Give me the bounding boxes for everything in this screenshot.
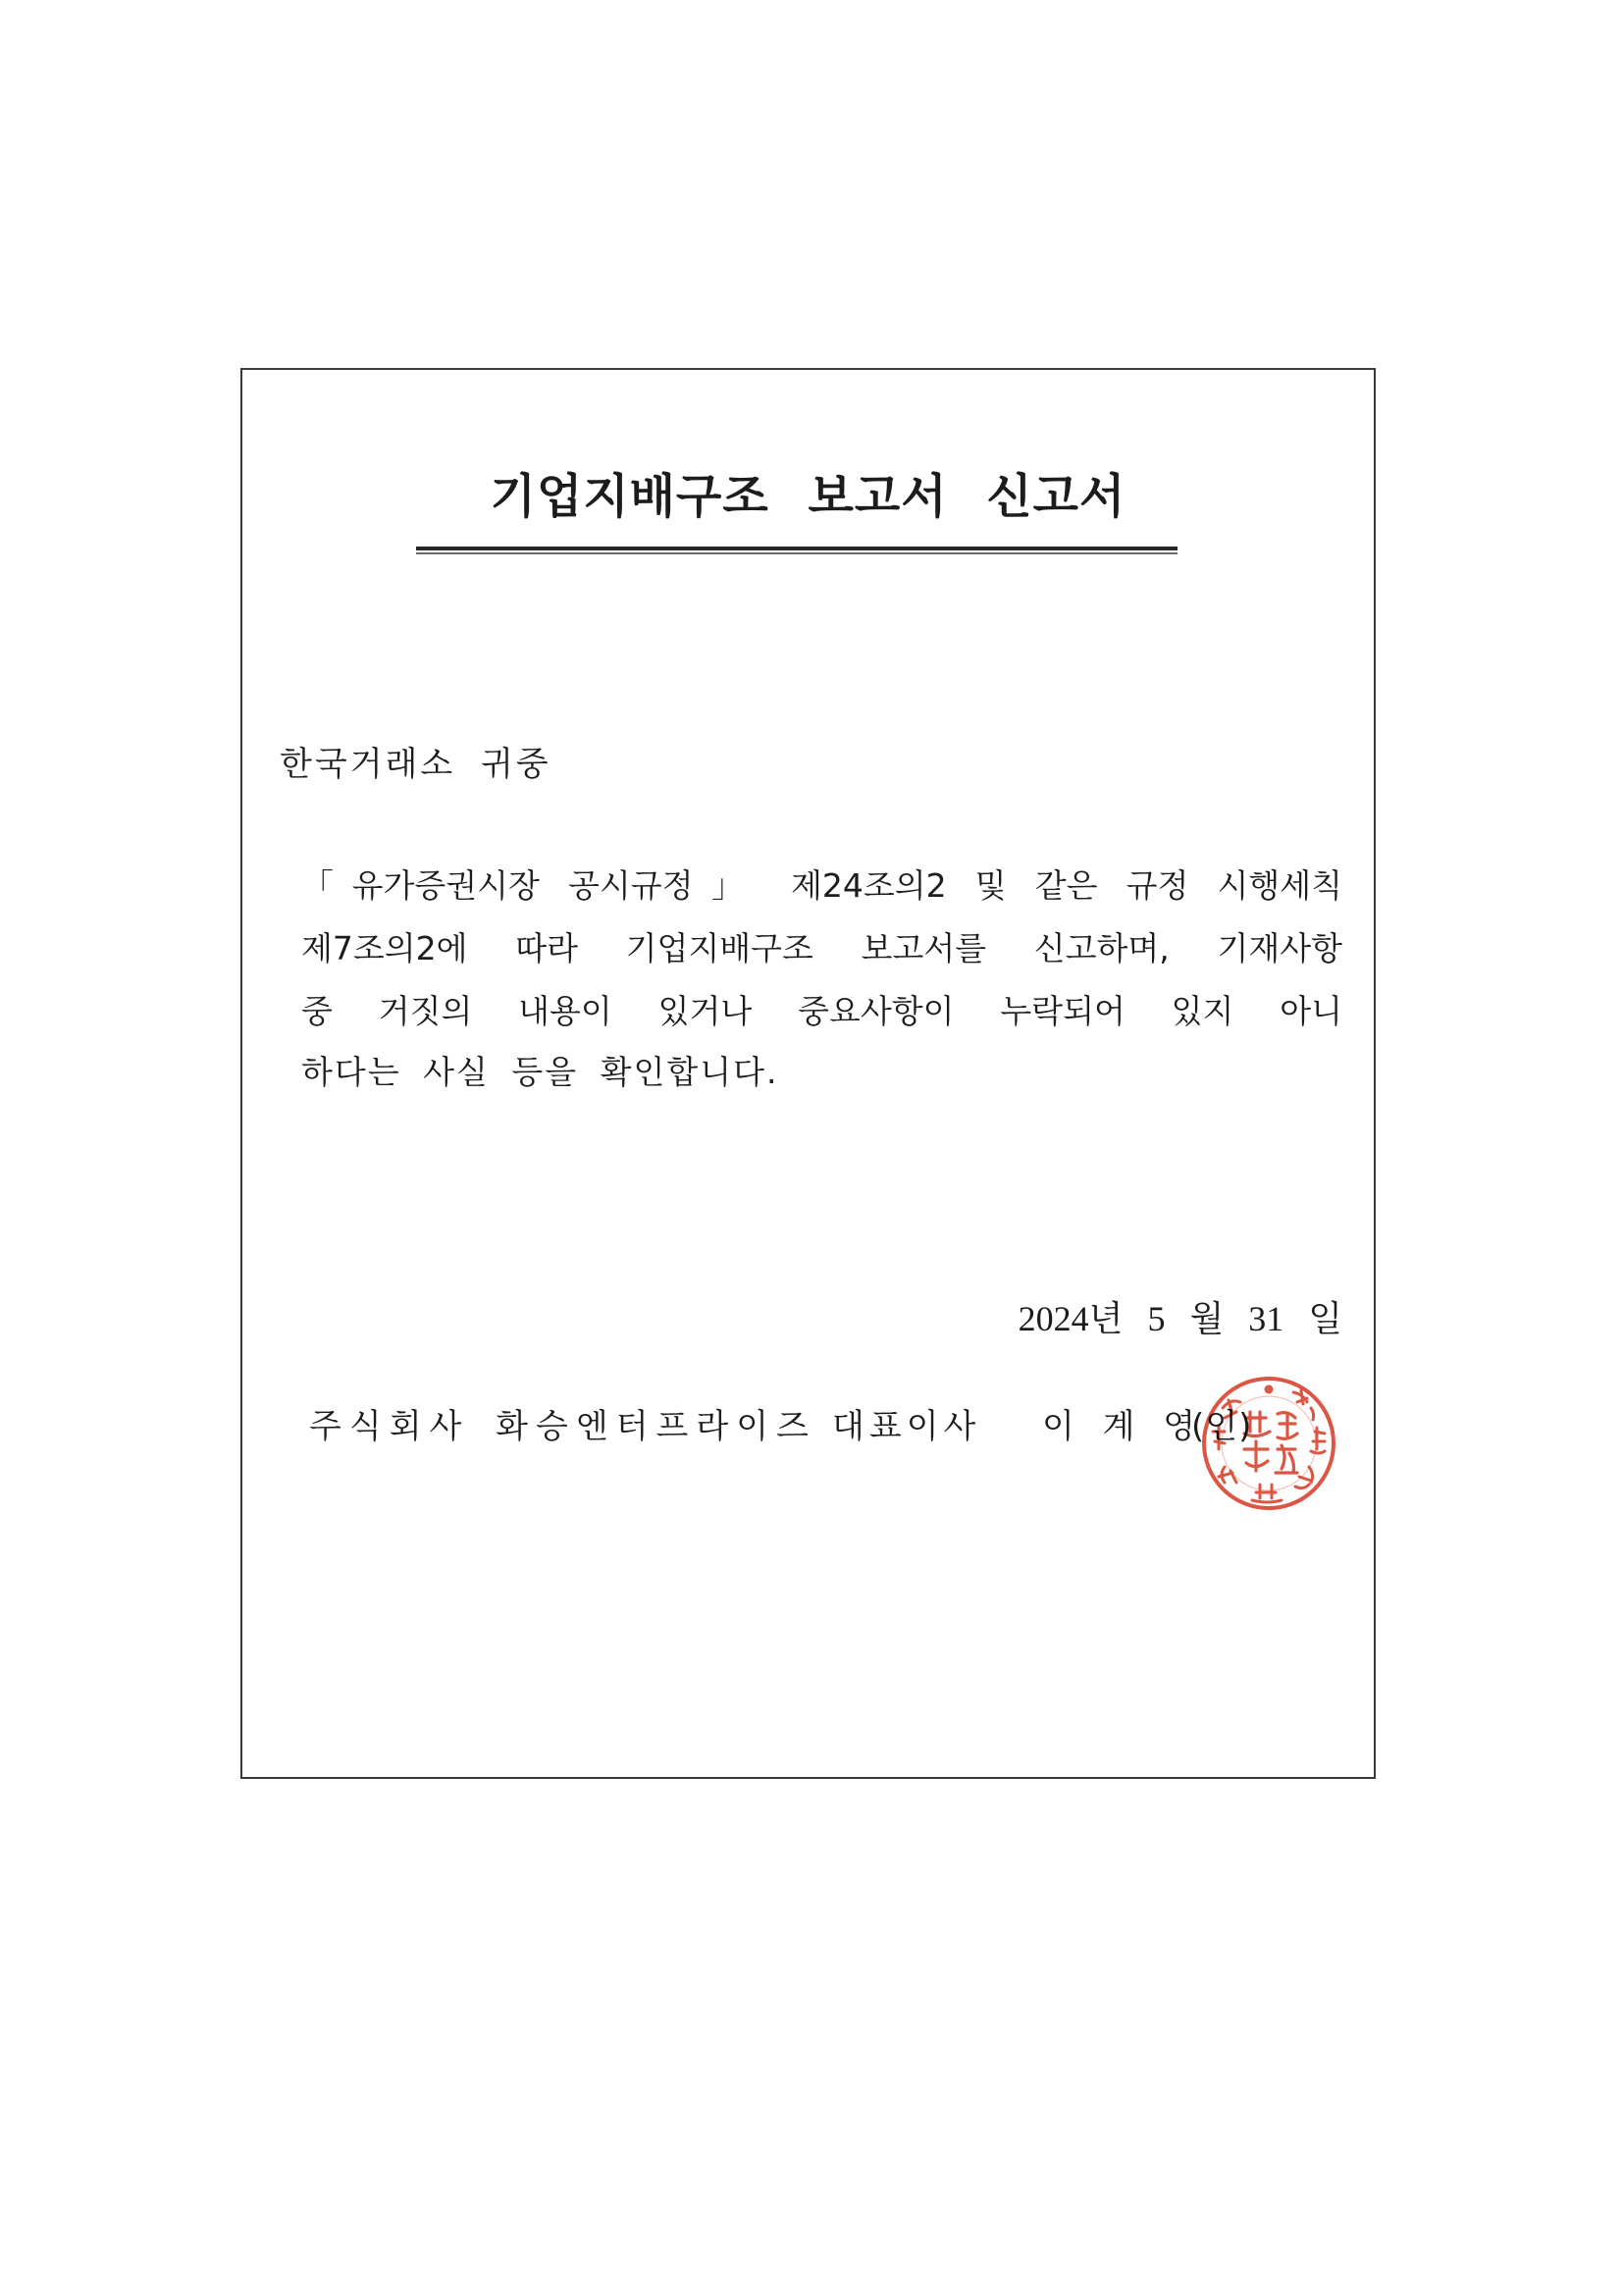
title-underline-thick [416, 547, 1178, 550]
company-seal-icon [1195, 1369, 1342, 1516]
body-line-3: 중 거짓의 내용이 있거나 중요사항이 누락되어 있지 아니 [301, 992, 1342, 1030]
signatory-company: 주식회사 화승엔터프라이즈 [309, 1407, 816, 1446]
body-line-1: 「유가증권시장 공시규정」 제24조의2 및 같은 규정 시행세칙 [301, 866, 1342, 905]
body-line-4: 하다는 사실 등을 확인합니다. [301, 1053, 779, 1091]
title-underline [416, 547, 1178, 555]
title-underline-thin [416, 552, 1178, 554]
document-title: 기업지배구조 보고서 신고서 [490, 469, 1126, 524]
body-line-2: 제7조의2에 따라 기업지배구조 보고서를 신고하며, 기재사항 [301, 929, 1342, 967]
signatory-position: 대표이사 [832, 1407, 981, 1446]
signatory-name: 이 계 영 [1042, 1407, 1198, 1446]
recipient: 한국거래소 귀중 [280, 745, 551, 784]
seal-mark: (인) [1191, 1407, 1253, 1446]
document-date: 2024년 5 월 31 일 [1018, 1299, 1342, 1338]
